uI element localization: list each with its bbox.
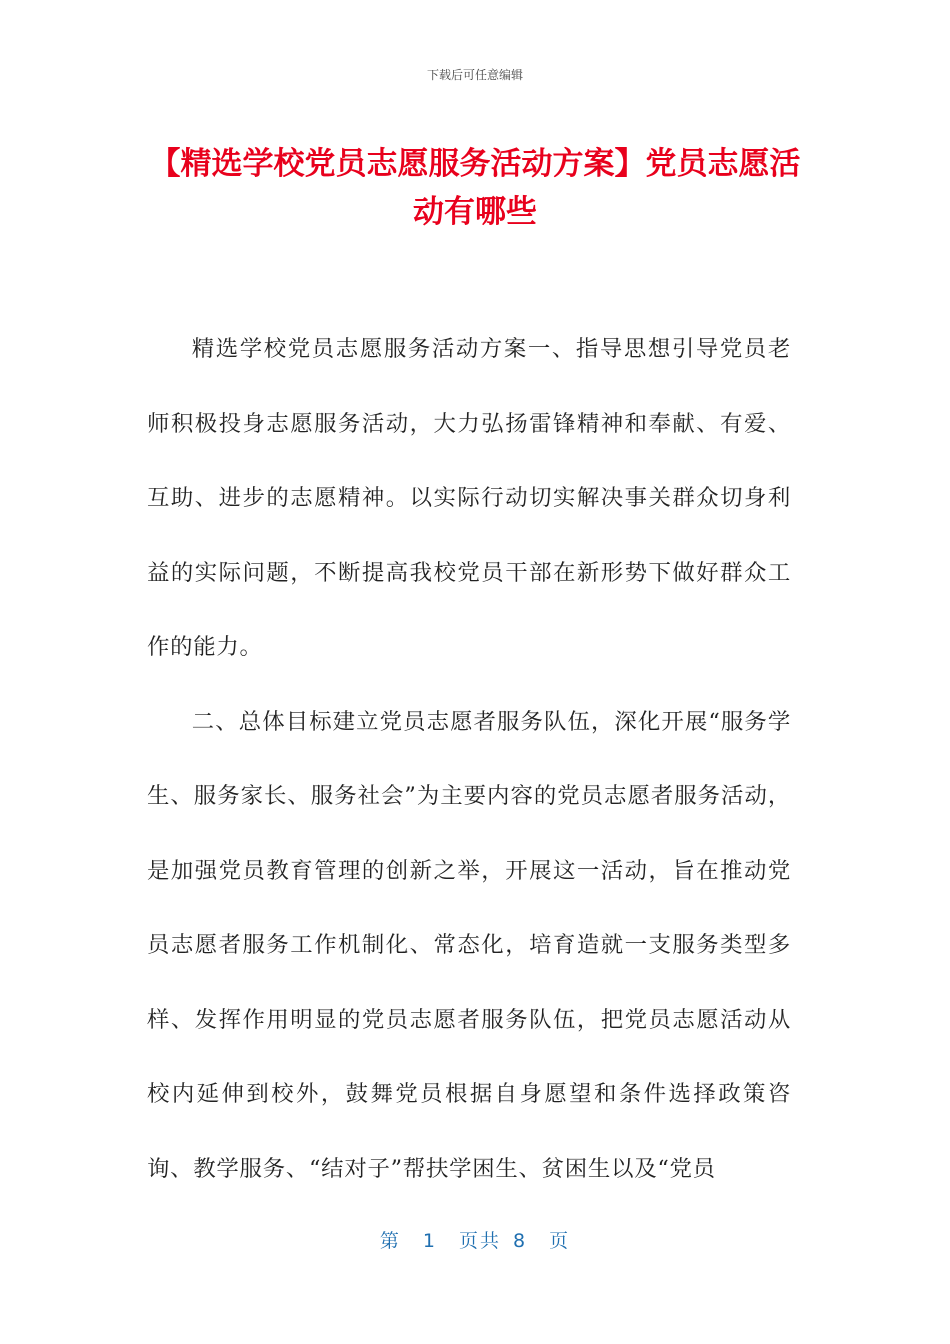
page-header-note: 下载后可任意编辑 xyxy=(426,68,523,82)
paragraph-1: 精选学校党员志愿服务活动方案一、指导思想引导党员老师积极投身志愿服务活动，大力弘扬雷锋精神和奉献、有爱、互助、进步的志愿精神。以实际行动切实解决事关群众切身利益的实际问题，不断提高我校党员干部在新形势下做好群众工作的能力。 xyxy=(147,336,791,660)
footer-middle: 页共 xyxy=(458,1230,501,1252)
document-title: 【精选学校党员志愿服务活动方案】党员志愿活动有哪些 xyxy=(149,146,801,230)
paragraph-2: 二、总体目标建立党员志愿者服务队伍，深化开展“服务学生、服务家长、服务社会”为主要内容的党员志愿者服务活动，是加强党员教育管理的创新之举，开展这一活动，旨在推动党员志愿者服务工作机制化、常态化，培育造就一支服务类型多样、发挥作用明显的党员志愿者服务队伍，把党员志愿活动从校内延伸到校外，鼓舞党员根据自身愿望和条件选择政策咨询、教学服务、“结对子”帮扶学困生、贫困生以及“党员 xyxy=(147,708,791,1182)
footer-suffix: 页 xyxy=(549,1230,571,1252)
document-body xyxy=(147,312,791,1206)
page-footer xyxy=(0,1226,950,1253)
footer-current-page: 1 xyxy=(422,1230,437,1252)
footer-total-pages: 8 xyxy=(513,1230,528,1252)
footer-prefix: 第 xyxy=(379,1230,401,1252)
